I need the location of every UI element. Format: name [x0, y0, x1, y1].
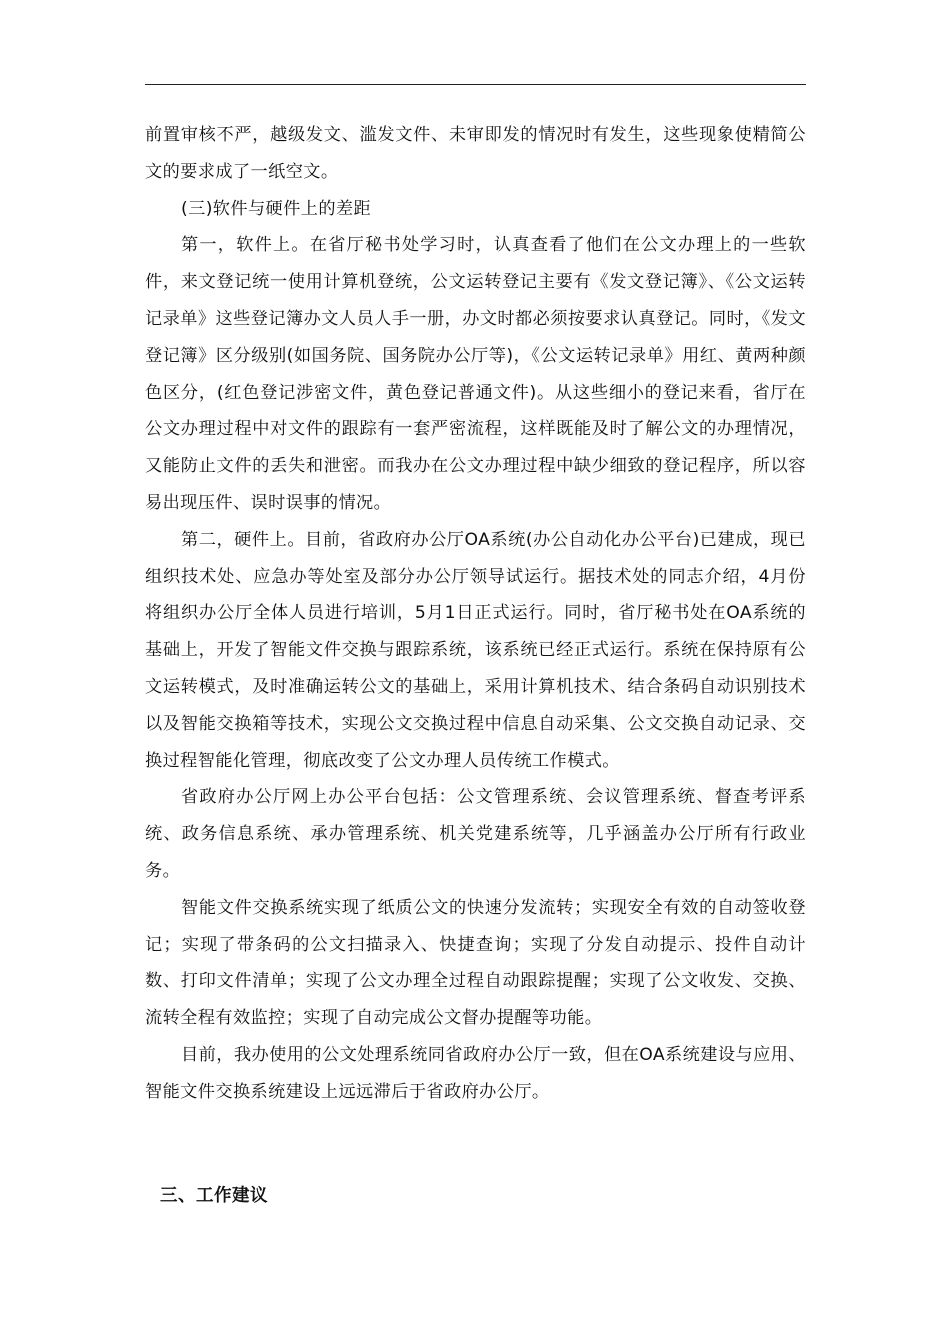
section-heading: 三、工作建议: [160, 1186, 268, 1206]
paragraph-continuation: 前置审核不严，越级发文、滥发文件、未审即发的情况时有发生，这些现象使精简公文的要求成了一纸空文。: [145, 125, 806, 182]
paragraph-exchange-system: 智能文件交换系统实现了纸质公文的快速分发流转；实现安全有效的自动签收登记；实现了带条码的公文扫描录入、快捷查询；实现了分发自动提示、投件自动计数、打印文件清单；实现了公文办理全过程自动跟踪提醒；实现了公文收发、交换、流转全程有效监控；实现了自动完成公文督办提醒等功能。: [145, 897, 806, 1029]
paragraph-platform: 省政府办公厅网上办公平台包括：公文管理系统、会议管理系统、督查考评系统、政务信息系统、承办管理系统、机关党建系统等，几乎涵盖办公厅所有行政业务。: [145, 787, 806, 881]
paragraph-software: 第一，软件上。在省厅秘书处学习时，认真查看了他们在公文办理上的一些软件，来文登记统一使用计算机登统，公文运转登记主要有《发文登记簿》、《公文运转记录单》这些登记簿办文人员人手一册，办文时都必须按要求认真登记。同时，《发文登记簿》区分级别(如国务院、国务院办公厅等)，《公文运转记录单》用红、黄两种颜色区分，(红色登记涉密文件，黄色登记普通文件)。从这些细小的登记来看，省厅在公文办理过程中对文件的跟踪有一套严密流程，这样既能及时了解公文的办理情况，又能防止文件的丢失和泄密。而我办在公文办理过程中缺少细致的登记程序，所以容易出现压件、误时误事的情况。: [145, 235, 806, 513]
header-rule: [145, 84, 806, 85]
document-body: [145, 117, 806, 1111]
subsection-heading: (三)软件与硬件上的差距: [181, 198, 372, 219]
paragraph-hardware: 第二，硬件上。目前，省政府办公厅OA系统(办公自动化办公平台)已建成，现已组织技术处、应急办等处室及部分办公厅领导试运行。据技术处的同志介绍，4月份将组织办公厅全体人员进行培训，5月1日正式运行。同时，省厅秘书处在OA系统的基础上，开发了智能文件交换与跟踪系统，该系统已经正式运行。系统在保持原有公文运转模式，及时准确运转公文的基础上，采用计算机技术、结合条码自动识别技术以及智能交换箱等技术，实现公文交换过程中信息自动采集、公文交换自动记录、交换过程智能化管理，彻底改变了公文办理人员传统工作模式。: [145, 529, 806, 771]
paragraph-current-status: 目前，我办使用的公文处理系统同省政府办公厅一致，但在OA系统建设与应用、智能文件交换系统建设上远远滞后于省政府办公厅。: [145, 1044, 806, 1102]
